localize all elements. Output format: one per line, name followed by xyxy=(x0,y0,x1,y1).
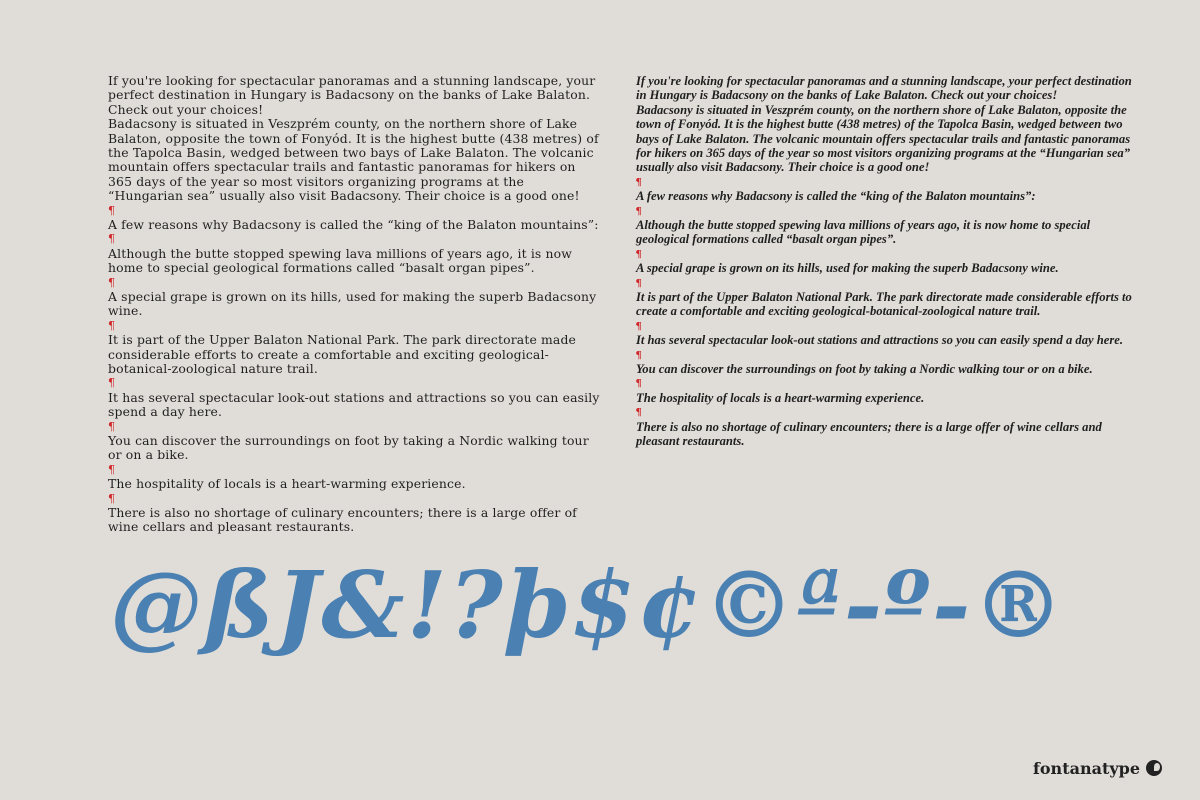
pilcrow-mark: ¶ xyxy=(108,275,116,289)
paragraph: It has several spectacular look-out stations and attractions so you can easily spend a day here. xyxy=(108,389,600,420)
pilcrow-mark: ¶ xyxy=(636,175,642,188)
pilcrow-mark: ¶ xyxy=(108,462,116,476)
brand-logo xyxy=(1033,758,1162,778)
pilcrow-mark: ¶ xyxy=(636,204,642,217)
paragraph: Badacsony is situated in Veszprém county, on the northern shore of Lake Balaton, opposite the town of Fonyód. It is the highest butte (438 metres) of the Tapolca Basin, wedged between two bays of Lake Balaton. The volcanic mountain offers spectacular trails and fantastic panoramas for hikers on 365 days of the year so most visitors organizing programs at the “Hungarian sea” usually also visit Badacsony. Their choice is a good one! xyxy=(636,102,1131,175)
paragraph: Badacsony is situated in Veszprém county, on the northern shore of Lake Balaton, opposite the town of Fonyód. It is the highest butte (438 metres) of the Tapolca Basin, wedged between two bays of Lake Balaton. The volcanic mountain offers spectacular trails and fantastic panoramas for hikers on 365 days of the year so most visitors organizing programs at the “Hungarian sea” usually also visit Badacsony. Their choice is a good one! xyxy=(108,116,599,204)
paragraph: Although the butte stopped spewing lava millions of years ago, it is now home to special geological formations called “basalt organ pipes”. xyxy=(108,245,573,276)
paragraph: If you're looking for spectacular panoramas and a stunning landscape, your perfect destination in Hungary is Badacsony on the banks of Lake Balaton. Check out your choices! xyxy=(636,74,1132,103)
paragraph: You can discover the surroundings on foot by taking a Nordic walking tour or on a bike. xyxy=(108,433,589,463)
pilcrow-mark: ¶ xyxy=(108,419,116,433)
pilcrow-mark: ¶ xyxy=(636,348,642,361)
paragraph: There is also no shortage of culinary encounters; there is a large offer of wine cellars and pleasant restaurants. xyxy=(108,505,577,535)
pilcrow-mark: ¶ xyxy=(108,318,116,332)
glyph-showcase: @ßЈ&!?þ$¢©ª-º-® xyxy=(110,551,1067,659)
paragraph: A few reasons why Badacsony is called the “king of the Balaton mountains”: xyxy=(108,217,599,233)
paragraph: There is also no shortage of culinary encounters; there is a large offer of wine cellars and pleasant restaurants. xyxy=(636,419,1102,449)
paragraph: A few reasons why Badacsony is called the “king of the Balaton mountains”: xyxy=(636,189,1036,204)
pilcrow-mark: ¶ xyxy=(636,377,642,390)
pilcrow-mark: ¶ xyxy=(636,276,642,289)
paragraph: It is part of the Upper Balaton National Park. The park directorate made considerable efforts to create a comfortable and exciting geological-botanical-zoological nature trail. xyxy=(636,290,1132,319)
pilcrow-mark: ¶ xyxy=(108,376,116,390)
paragraph: It is part of the Upper Balaton National Park. The park directorate made considerable efforts to create a comfortable and exciting geological-botanical-zoological nature trail. xyxy=(108,332,577,377)
pilcrow-mark: ¶ xyxy=(108,491,116,505)
specimen-text-regular xyxy=(108,74,600,535)
pilcrow-mark: ¶ xyxy=(108,203,116,217)
specimen-text-italic xyxy=(636,74,1144,448)
paragraph: A special grape is grown on its hills, used for making the superb Badacsony wine. xyxy=(108,289,597,319)
paragraph: Although the butte stopped spewing lava millions of years ago, it is now home to special geological formations called “basalt organ pipes”. xyxy=(636,218,1091,247)
fontanatype-logo-icon xyxy=(1146,760,1162,776)
brand-name: fontanatype xyxy=(1033,758,1140,778)
paragraph: It has several spectacular look-out stations and attractions so you can easily spend a day here. xyxy=(636,333,1123,348)
paragraph: You can discover the surroundings on foot by taking a Nordic walking tour or on a bike. xyxy=(636,362,1093,377)
pilcrow-mark: ¶ xyxy=(636,319,642,332)
paragraph: A special grape is grown on its hills, used for making the superb Badacsony wine. xyxy=(636,261,1059,276)
pilcrow-mark: ¶ xyxy=(636,247,642,260)
paragraph: The hospitality of locals is a heart-warming experience. xyxy=(108,476,466,492)
pilcrow-mark: ¶ xyxy=(108,232,116,246)
paragraph: If you're looking for spectacular panoramas and a stunning landscape, your perfect destination in Hungary is Badacsony on the banks of Lake Balaton. Check out your choices! xyxy=(108,73,596,117)
paragraph: The hospitality of locals is a heart-warming experience. xyxy=(636,390,925,405)
pilcrow-mark: ¶ xyxy=(636,406,642,419)
